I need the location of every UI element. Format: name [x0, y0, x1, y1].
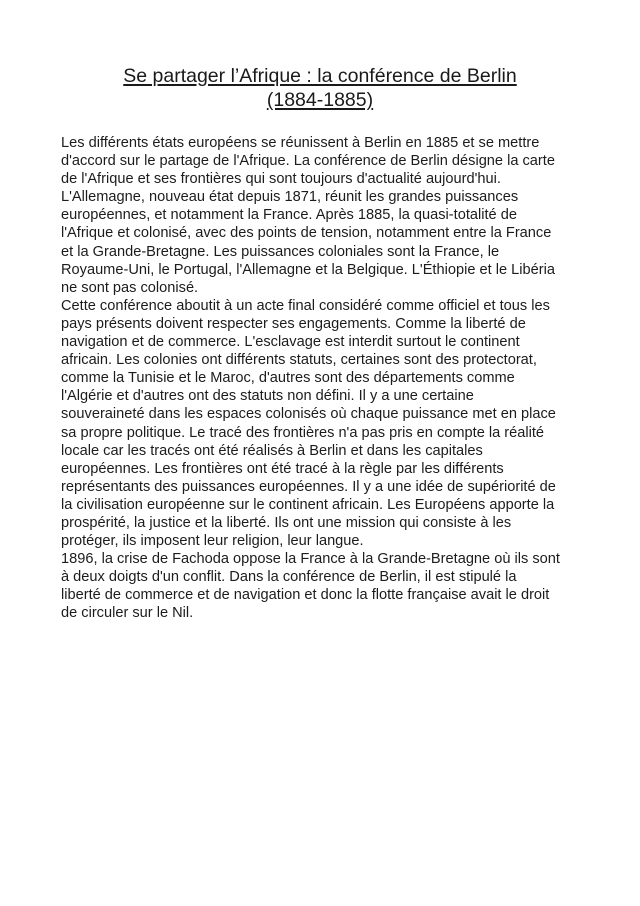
body-line: de circuler sur le Nil. [61, 605, 194, 622]
body-line: 1896, la crise de Fachoda oppose la France à la Grande-Bretagne où ils sont [61, 551, 560, 568]
body-line: sa propre politique. Le tracé des frontières n'a pas pris en compte la réalité [61, 424, 545, 441]
document-title [0, 64, 640, 112]
body-line: de l'Afrique et ses frontières qui sont toujours d'actualité aujourd'hui. [61, 171, 501, 188]
body-line: Les différents états européens se réunissent à Berlin en 1885 et se mettre [61, 135, 540, 151]
body-line: d'accord sur le partage de l'Afrique. La conférence de Berlin désigne la carte [61, 153, 555, 170]
body-line: et la Grande-Bretagne. Les puissances coloniales sont la France, le [61, 243, 500, 260]
body-line: ne sont pas colonisé. [61, 279, 199, 296]
body-line: africain. Les colonies ont différents statuts, certaines sont des protectorat, [61, 352, 537, 369]
body-line: souveraineté dans les espaces colonisés où chaque puissance met en place [61, 406, 556, 423]
body-line: l'Afrique et colonisé, avec des points de tension, notamment entre la France [61, 225, 552, 242]
title-line-2: (1884-1885) [266, 89, 374, 111]
body-line: liberté de commerce et de navigation et donc la flotte française avait le droit [61, 587, 550, 604]
body-line: Cette conférence aboutit à un acte final considéré comme officiel et tous les [61, 297, 550, 314]
body-line: comme la Tunisie et le Maroc, d'autres sont des départements comme [61, 370, 515, 387]
body-line: L'Allemagne, nouveau état depuis 1871, réunit les grandes puissances [61, 189, 519, 206]
body-line: locale car les tracés ont été réalisés à Berlin et dans les capitales [61, 442, 483, 459]
body-line: à deux doigts d'un conflit. Dans la conférence de Berlin, il est stipulé la [61, 569, 517, 586]
title-line-1: Se partager l’Afrique : la conférence de Berlin [123, 65, 517, 87]
body-line: représentants des puissances européennes. Il y a une idée de supériorité de [61, 478, 556, 495]
body-line: prospérité, la justice et la liberté. Ils ont une mission qui consiste à les [61, 514, 512, 531]
body-line: européennes. Les frontières ont été tracé à la règle par les différents [61, 460, 504, 477]
body-line: Royaume-Uni, le Portugal, l'Allemagne et la Belgique. L'Éthiopie et le Libéria [61, 261, 555, 278]
document-body [61, 134, 591, 623]
body-line: navigation et de commerce. L'esclavage est interdit surtout le continent [61, 334, 520, 351]
body-line: européennes, et notamment la France. Après 1885, la quasi-totalité de [61, 207, 517, 224]
body-line: l'Algérie et d'autres ont des statuts non défini. Il y a une certaine [61, 388, 474, 405]
body-line: protéger, ils imposent leur religion, leur langue. [61, 533, 364, 550]
body-line: la civilisation européenne sur le continent africain. Les Européens apporte la [61, 496, 555, 513]
body-line: pays présents doivent respecter ses engagements. Comme la liberté de [61, 315, 526, 332]
